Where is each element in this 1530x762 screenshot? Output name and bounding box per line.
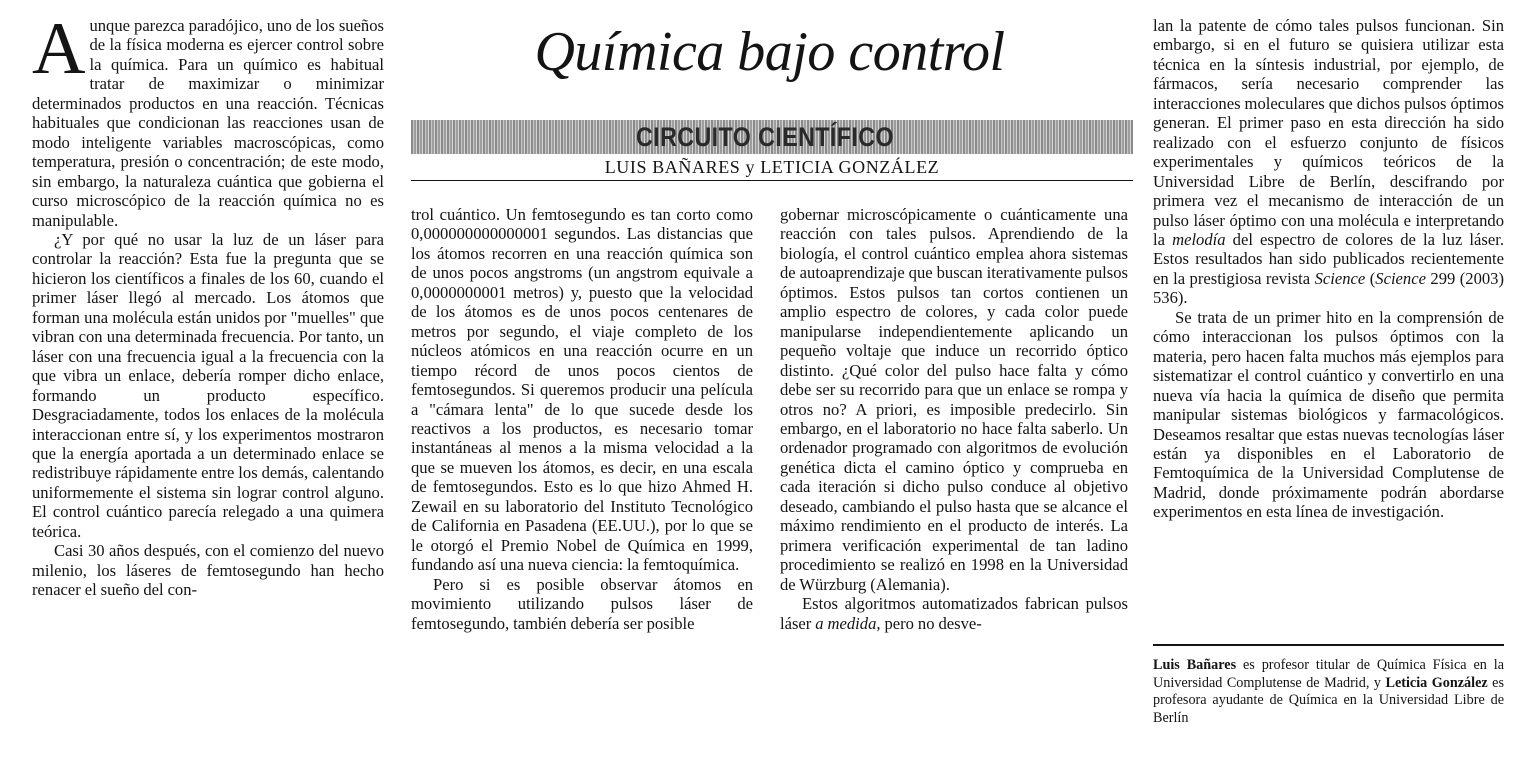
byline: LUIS BAÑARES y LETICIA GONZÁLEZ [604,157,940,177]
paragraph: Pero si es posible observar átomos en movimiento utilizando pulsos láser de femtosegundo, también debería ser posible [411,574,753,633]
bio-run: es profesor titular de Química Física en la Universidad Complutense de Madrid, y [1153,657,1504,691]
paragraph: Casi 30 años después, con el comienzo del nuevo milenio, los láseres de femtosegundo han hecho renacer el sueño del con- [32,541,384,600]
author-name: Leticia González [1385,674,1488,691]
text-run: lan la patente de cómo tales pulsos funcionan. Sin embargo, si en el futuro se quisiera utilizar esta técnica en la síntesis industrial, por ejemplo, de fármacos, sería necesario comprender las interacciones moleculares que dichos pulsos óptimos generan. El primer paso en esta dirección ha sido realizado con el esfuerzo conjunto de físicos experimentales y químicos teóricos de la Universidad Libre de Berlín, descifrando por primera vez el mecanismo de interacción de un pulso láser óptimo con una molécula e interpretando la [1153,16,1504,249]
paragraph [1153,16,1504,308]
bio-run: es profesora ayudante de Química en la Universidad Libre de Berlín [1153,674,1504,727]
drop-cap: A [32,8,86,90]
bio-text [1153,657,1504,728]
column-4 [1153,16,1504,522]
column-2 [411,205,753,633]
paragraph: trol cuántico. Un femtosegundo es tan corto como 0,000000000000001 segundos. Las distancias que los átomos recorren en una reacción química son de unos pocos angstroms (un angstrom equivale a 0,0000000001 metros) y, puesto que la velocidad de los átomos es de unos pocos centenares de metros por segundo, el viaje completo de los núcleos atómicos en una reacción ocurre en un tiempo récord de unos pocos cientos de femtosegundos. Si queremos producir una película a "cámara lenta" de lo que sucede desde los reactivos a los productos, es necesario tomar instantáneas al menos a la misma velocidad a la que se mueven los átomos, es decir, en una escala de femtosegundos. Esto es lo que hizo Ahmed H. Zewail en su laboratorio del Instituto Tecnológico de California en Pasadena (EE.UU.), por lo que se le otorgó el Premio Nobel de Química en 1999, fundando así una nueva ciencia: la femtoquímica. [411,205,753,575]
section-label: CIRCUITO CIENTÍFICO [635,122,894,152]
text-run: Estos algoritmos automatizados fabrican pulsos láser [780,594,1128,633]
column-3 [780,205,1128,633]
author-bio [1153,657,1504,728]
paragraph [780,594,1128,633]
article-title: Química bajo control [534,21,1005,83]
paragraph-text: unque parezca paradójico, uno de los sueños de la física moderna es ejercer control sobre la química. Para un químico es habitual tratar de maximizar o minimizar determinados productos en una reacción. Técnicas habituales que condicionan las reacciones usan de modo inteligente variables macroscópicas, como temperatura, presión o concentración; de este modo, sin embargo, la naturaleza cuántica que gobierna el curso microscópico de la reacción química no es manipulable. [32,16,384,230]
paragraph: ¿Y por qué no usar la luz de un láser para controlar la reacción? Esta fue la pregunta que se hicieron los científicos a finales de los 60, cuando el primer láser llegó al mercado. Los átomos que forman una molécula están unidos por "muelles" que vibran con una determinada frecuencia. Por tanto, un láser con una frecuencia igual a la frecuencia con la que vibra un enlace, debería romper dicho enlace, formando un producto específico. Desgraciadamente, todos los enlaces de la molécula interaccionan entre sí, y los experimentos mostraron que la energía aportada a un determinado enlace se redistribuye rápidamente entre los demás, calentando uniformemente el sistema sin lograr control alguno. El control cuántico parecía relegado a una quimera teórica. [32,229,384,541]
paragraph: Se trata de un primer hito en la comprensión de cómo interaccionan los pulsos óptimos con la materia, pero hacen falta muchos más ejemplos para sistematizar el control cuántico y convertirlo en una nueva vía hacia la química de diseño que permita manipular sistemas biológicos y farmacológicos. Deseamos resaltar que estas nuevas tecnologías láser están ya disponibles en el Laboratorio de Femtoquímica de la Universidad Complutense de Madrid, donde próximamente podrán abordarse experimentos en esta línea de investigación. [1153,307,1504,522]
byline-rule [411,180,1133,181]
text-run: del espectro de colores de la luz láser. Estos resultados han sido publicados recientemente en la prestigiosa revista [1153,229,1504,288]
emphasis: Science [1314,268,1366,288]
emphasis: Science [1375,268,1426,288]
paragraph: gobernar microscópicamente o cuánticamente una reacción con tales pulsos. Aprendiendo de la biología, el control cuántico emplea ahora sistemas de autoaprendizaje que buscan iterativamente pulsos óptimos. Estos pulsos tan cortos contienen un amplio espectro de colores, y cada color puede manipularse independientemente aplicando un pequeño voltaje que induce un recorrido óptico distinto. ¿Qué color del pulso hace falta y cómo debe ser su recorrido para que un enlace se rompa y otros no? A priori, es imposible predecirlo. Sin embargo, en el laboratorio no hace falta saberlo. Un ordenador programado con algoritmos de evolución genética dicta el camino óptico y comprueba en cada iteración si dicho pulso conduce al objetivo deseado, cambiando el pulso hasta que se alcance el máximo rendimiento en el producto de interés. La primera verificación experimental de tan ladino procedimiento se realizó en 1998 en la Universidad de Würzburg (Alemania). [780,205,1128,594]
column-1 [32,8,384,600]
author-name: Luis Bañares [1153,657,1237,673]
text-run: ( [1365,268,1376,288]
emphasis: melodía [1172,229,1226,249]
bio-rule [1153,644,1504,646]
paragraph [32,8,384,230]
emphasis: a medida, [815,613,881,633]
text-run: pero no desve- [880,613,982,633]
text-run: 299 (2003) 536). [1153,268,1505,308]
